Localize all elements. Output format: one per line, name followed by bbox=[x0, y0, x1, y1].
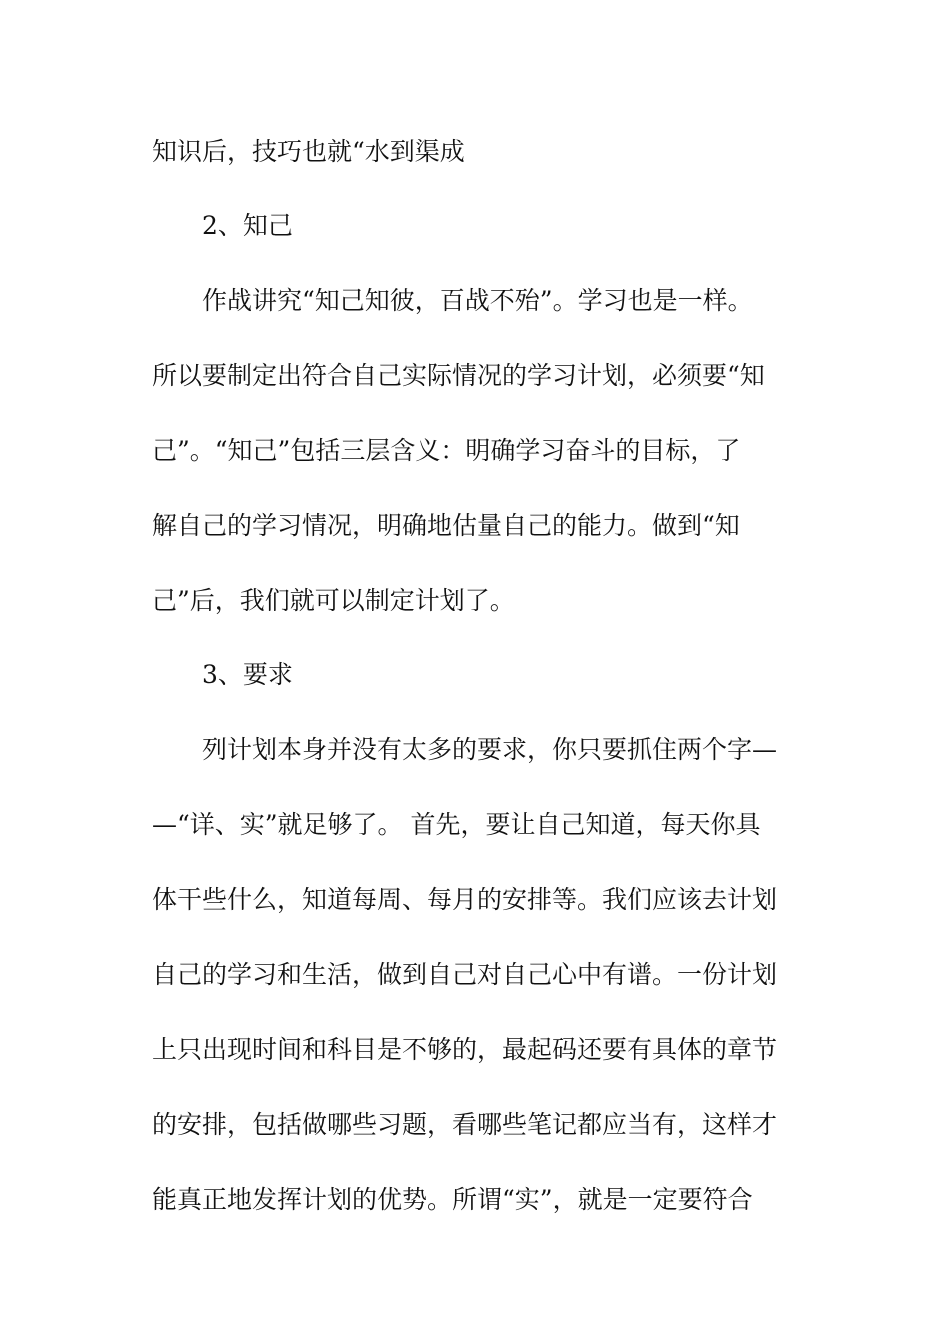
text-line: 知识后，技巧也就“水到渠成 bbox=[152, 137, 465, 166]
text-line: —“详、实”就足够了。 首先，要让自己知道，每天你具 bbox=[152, 810, 761, 839]
text-line: 己”后，我们就可以制定计划了。 bbox=[152, 586, 515, 615]
text-line: 的安排，包括做哪些习题，看哪些笔记都应当有，这样才 bbox=[152, 1110, 778, 1139]
text-line: 体干些什么，知道每周、每月的安排等。我们应该去计划 bbox=[152, 885, 778, 914]
paragraph-first-line: 列计划本身并没有太多的要求，你只要抓住两个字— bbox=[202, 735, 778, 764]
text-line: 所以要制定出符合自己实际情况的学习计划，必须要“知 bbox=[152, 361, 765, 390]
text-line: 解自己的学习情况，明确地估量自己的能力。做到“知 bbox=[152, 511, 740, 540]
paragraph-first-line: 作战讲究“知己知彼，百战不殆”。学习也是一样。 bbox=[202, 286, 753, 315]
section-heading-yaoqiu: 3、要求 bbox=[202, 660, 293, 689]
text-line: 自己的学习和生活，做到自己对自己心中有谱。一份计划 bbox=[152, 960, 778, 989]
text-line: 己”。“知己”包括三层含义：明确学习奋斗的目标，了 bbox=[152, 436, 741, 465]
text-line: 能真正地发挥计划的优势。所谓“实”，就是一定要符合 bbox=[152, 1185, 753, 1214]
section-heading-zhiji: 2、知己 bbox=[202, 211, 293, 240]
text-line: 上只出现时间和科目是不够的，最起码还要有具体的章节 bbox=[152, 1035, 778, 1064]
